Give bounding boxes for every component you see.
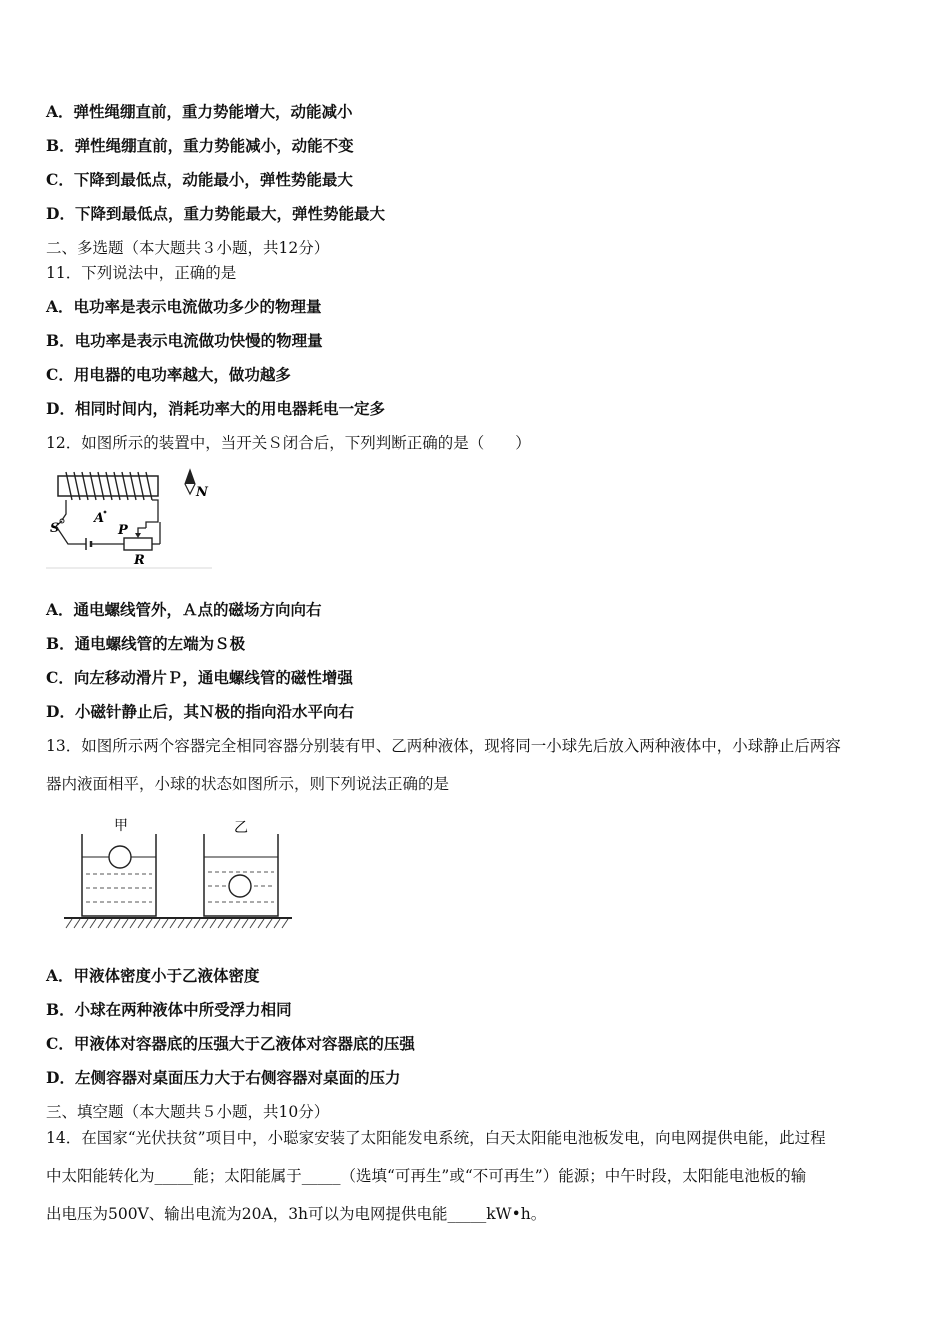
q10-option-a: A．弹性绳绷直前，重力势能增大，动能减小 — [46, 102, 353, 121]
ball-left — [109, 846, 131, 868]
q13-option-a: A．甲液体密度小于乙液体密度 — [46, 966, 260, 985]
q11-option-b: B．电功率是表示电流做功快慢的物理量 — [46, 331, 323, 350]
q10-option-c: C．下降到最低点，动能最小，弹性势能最大 — [46, 170, 353, 189]
q14-line3: 出电压为500V、输出电流为20A，3h可以为电网提供电能_____kW•h。 — [46, 1205, 547, 1223]
section-header-fill-in: 三、填空题（本大题共５小题，共10分） — [46, 1103, 330, 1121]
q11-option-c: C．用电器的电功率越大，做功越多 — [46, 365, 291, 384]
q12-label-point: A — [94, 511, 105, 526]
q13-stem-line2: 器内液面相平，小球的状态如图所示，则下列说法正确的是 — [46, 775, 450, 793]
q12-option-d: D．小磁针静止后，其Ｎ极的指向沿水平向右 — [46, 702, 354, 721]
q13-label-right: 乙 — [234, 820, 248, 836]
q12-stem: 12．如图所示的装置中，当开关Ｓ闭合后，下列判断正确的是（ ） — [46, 434, 531, 452]
q11-option-a: A．电功率是表示电流做功多少的物理量 — [46, 297, 322, 316]
q12-label-slider: P — [118, 523, 128, 538]
q13-containers-figure — [62, 812, 294, 932]
section-header-multiple-choice: 二、多选题（本大题共３小题，共12分） — [46, 239, 330, 257]
q12-label-needle: N — [196, 485, 208, 500]
q13-label-left: 甲 — [114, 818, 128, 834]
q12-solenoid-figure — [46, 464, 212, 570]
q12-label-resistor: R — [134, 553, 145, 568]
q13-stem-line1: 13．如图所示两个容器完全相同容器分别装有甲、乙两种液体，现将同一小球先后放入两种液体中，小球静止后两容 — [46, 737, 841, 755]
q13-option-b: B．小球在两种液体中所受浮力相同 — [46, 1000, 292, 1019]
q12-option-c: C．向左移动滑片Ｐ，通电螺线管的磁性增强 — [46, 668, 353, 687]
q13-option-d: D．左侧容器对桌面压力大于右侧容器对桌面的压力 — [46, 1068, 401, 1087]
q11-stem: 11．下列说法中，正确的是 — [46, 264, 237, 282]
q14-line1: 14．在国家“光伏扶贫”项目中，小聪家安装了太阳能发电系统，白天太阳能电池板发电，向电网提供电能，此过程 — [46, 1129, 826, 1147]
q14-line2: 中太阳能转化为_____能；太阳能属于_____（选填“可再生”或“不可再生”）能源；中午时段，太阳能电池板的输 — [46, 1167, 807, 1185]
q12-option-b: B．通电螺线管的左端为Ｓ极 — [46, 634, 246, 653]
q12-option-a: A．通电螺线管外，Ａ点的磁场方向向右 — [46, 600, 322, 619]
q10-option-b: B．弹性绳绷直前，重力势能减小，动能不变 — [46, 136, 354, 155]
q13-option-c: C．甲液体对容器底的压强大于乙液体对容器底的压强 — [46, 1034, 415, 1053]
q10-option-d: D．下降到最低点，重力势能最大，弹性势能最大 — [46, 204, 385, 223]
q11-option-d: D．相同时间内，消耗功率大的用电器耗电一定多 — [46, 399, 385, 418]
q12-label-switch: S — [50, 521, 60, 536]
ball-right — [229, 875, 251, 897]
